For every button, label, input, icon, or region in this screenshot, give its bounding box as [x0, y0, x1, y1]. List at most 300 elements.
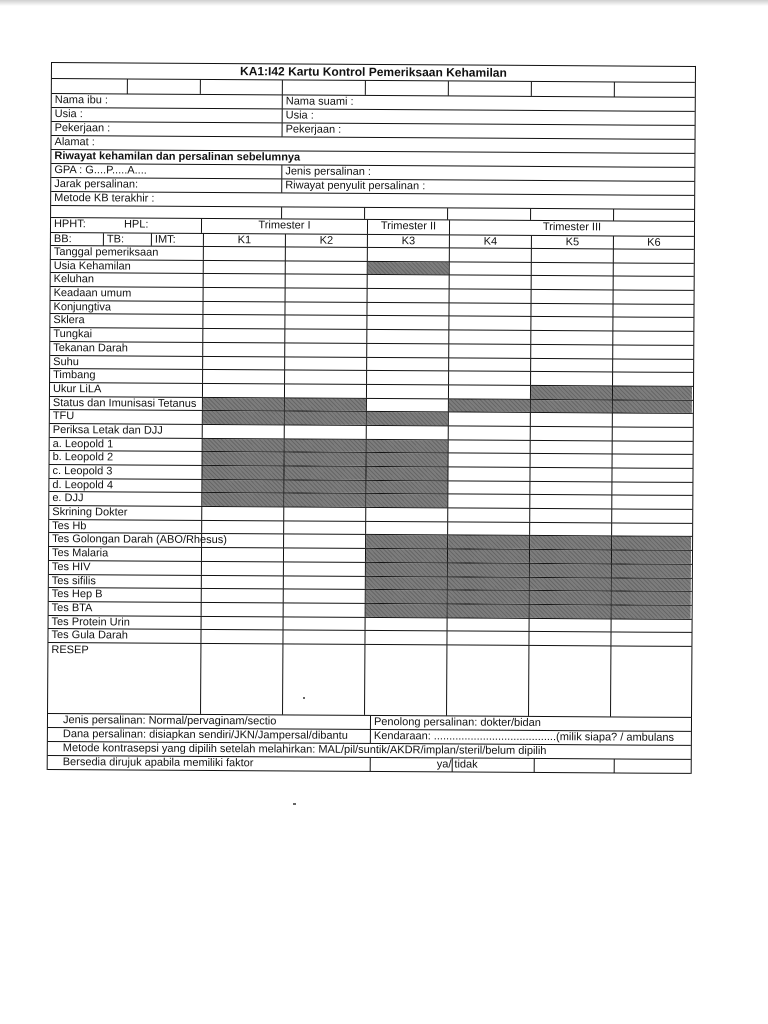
visit-cell-k6[interactable] — [612, 345, 692, 358]
visit-cell-k3[interactable] — [367, 275, 449, 288]
visit-cell-k4[interactable] — [448, 385, 530, 398]
visit-cell-k3[interactable] — [365, 508, 447, 521]
visit-cell-k6[interactable] — [611, 619, 691, 632]
visit-cell-k1 — [201, 493, 283, 506]
visit-cell-k2[interactable] — [284, 302, 366, 315]
visit-cell-k1[interactable] — [203, 274, 285, 287]
visit-cell-k6[interactable] — [612, 455, 692, 468]
visit-cell-k1[interactable] — [201, 616, 283, 629]
visit-cell-k4[interactable] — [447, 467, 529, 480]
form-title: KA1:I42 Kartu Kontrol Pemeriksaan Kehamilan — [240, 64, 507, 80]
visit-cell-k5 — [529, 591, 611, 604]
visit-cell-k3[interactable] — [366, 316, 448, 329]
shaded-cell — [203, 397, 284, 410]
visit-cell-k2 — [284, 453, 366, 466]
visit-cell-k5[interactable] — [529, 523, 611, 536]
shaded-cell — [367, 412, 448, 425]
exam-row-label: Tekanan Darah — [53, 341, 128, 355]
shaded-cell — [284, 466, 365, 479]
visit-cell-k4[interactable] — [448, 440, 530, 453]
exam-row-label: Tes Golongan Darah (ABO/Rhesus) — [52, 533, 227, 547]
shaded-cell — [202, 466, 283, 479]
exam-row-label: Sklera — [53, 314, 85, 327]
resep-column-divider — [528, 646, 529, 716]
exam-row-label: Tes Hep B — [51, 588, 103, 601]
visit-cell-k5[interactable] — [529, 495, 611, 508]
shaded-cell — [284, 494, 365, 507]
visit-cell-k3[interactable] — [366, 344, 448, 357]
visit-cell-k2[interactable] — [284, 330, 366, 343]
visit-cell-k6[interactable] — [612, 359, 692, 372]
shaded-cell — [366, 576, 447, 589]
metode-kontrasepsi[interactable]: Metode kontrasepsi yang dipilih setelah melahirkan: MAL/pil/suntik/AKDR/implan/steril/belum dipilih — [62, 742, 547, 757]
resep-row — [48, 643, 691, 718]
visit-cell-k2[interactable] — [285, 247, 367, 260]
exam-row-label: Timbang — [53, 369, 96, 382]
bb-field[interactable]: BB: — [53, 233, 72, 246]
visit-cell-k4[interactable] — [446, 632, 528, 645]
exam-row-label: d. Leopold 4 — [52, 478, 114, 492]
visit-cell-k1[interactable] — [202, 425, 284, 438]
history-block — [50, 150, 695, 222]
visit-cell-k3[interactable] — [364, 631, 446, 644]
visit-cell-k2[interactable] — [283, 576, 365, 589]
visit-cell-k5[interactable] — [531, 290, 613, 303]
visit-cell-k2[interactable] — [283, 521, 365, 534]
visit-cell-k3 — [365, 604, 447, 617]
visit-cell-k5[interactable] — [530, 345, 612, 358]
visit-cell-k5[interactable] — [530, 372, 612, 385]
visit-cell-k2[interactable] — [283, 549, 365, 562]
shaded-cell — [530, 536, 611, 549]
visit-cell-k2[interactable] — [285, 288, 367, 301]
visit-cell-k5[interactable] — [529, 618, 611, 631]
visit-cell-k1[interactable] — [202, 302, 284, 315]
visit-cell-k5 — [529, 550, 611, 563]
visit-cell-k6 — [612, 386, 692, 399]
visit-cell-k5[interactable] — [530, 413, 612, 426]
visit-header-block — [50, 218, 695, 250]
exam-row-label: Keluhan — [53, 273, 95, 286]
exam-row-label: TFU — [52, 410, 75, 423]
penolong-persalinan[interactable]: Penolong persalinan: dokter/bidan — [370, 716, 691, 731]
control-card-form — [47, 62, 696, 774]
visit-cell-k6[interactable] — [611, 523, 691, 536]
shaded-cell — [366, 549, 447, 562]
visit-cell-k1[interactable] — [200, 630, 282, 643]
visit-cell-k4[interactable] — [447, 522, 529, 535]
visit-cell-k2[interactable] — [285, 261, 367, 274]
visit-cell-k4 — [448, 399, 530, 412]
visit-cell-k1[interactable] — [201, 507, 283, 520]
exam-row-label: Tanggal pemeriksaan — [53, 246, 159, 259]
visit-cell-k2[interactable] — [283, 535, 365, 548]
shaded-cell — [530, 605, 611, 618]
visit-cell-k4[interactable] — [447, 481, 529, 494]
shaded-cell — [530, 591, 611, 604]
visit-cell-k6[interactable] — [611, 509, 691, 522]
shaded-cell — [285, 453, 366, 466]
visit-cell-k5[interactable] — [528, 632, 610, 645]
visit-cell-k4 — [447, 604, 529, 617]
visit-cell-k5 — [529, 577, 611, 590]
shaded-cell — [368, 262, 449, 275]
exam-row-label: Konjungtiva — [53, 300, 112, 314]
visit-cell-k2[interactable] — [284, 425, 366, 438]
exam-row-label: a. Leopold 1 — [52, 437, 114, 451]
metode-kb-field[interactable]: Metode KB terakhir : — [54, 192, 155, 205]
footer-block — [47, 714, 692, 774]
pekerjaan-suami-field[interactable]: Pekerjaan : — [282, 123, 695, 139]
visit-cell-k5[interactable] — [530, 454, 612, 467]
visit-k1-label: K1 — [203, 234, 285, 247]
visit-cell-k6 — [611, 592, 691, 605]
visit-cell-k4[interactable] — [448, 331, 530, 344]
shaded-cell — [285, 439, 366, 452]
shaded-cell — [367, 440, 448, 453]
visit-cell-k6[interactable] — [612, 318, 692, 331]
visit-cell-k3[interactable] — [366, 398, 448, 411]
visit-cell-k3 — [365, 494, 447, 507]
visit-cell-k6[interactable] — [610, 633, 690, 646]
shaded-cell — [366, 604, 447, 617]
visit-k4-label: K4 — [449, 235, 531, 248]
jenis-persalinan-plan[interactable]: Jenis persalinan: Normal/pervaginam/sectio — [62, 714, 277, 728]
visit-cell-k3[interactable] — [366, 385, 448, 398]
visit-cell-k3 — [365, 590, 447, 603]
nama-ibu-field[interactable]: Nama ibu : — [54, 94, 109, 107]
shaded-cell — [448, 577, 529, 590]
visit-cell-k1[interactable] — [201, 534, 283, 547]
hpl-field[interactable]: HPL: — [123, 218, 149, 231]
visit-cell-k2 — [284, 412, 366, 425]
shaded-cell — [285, 412, 366, 425]
exam-row-label: Tes Protein Urin — [51, 615, 130, 629]
visit-cell-k2 — [283, 494, 365, 507]
visit-cell-k6 — [612, 400, 692, 413]
shaded-cell — [612, 551, 691, 564]
shaded-cell — [531, 400, 612, 413]
shaded-cell — [366, 590, 447, 603]
visit-cell-k2[interactable] — [283, 603, 365, 616]
visit-cell-k2[interactable] — [284, 357, 366, 370]
shaded-cell — [448, 563, 529, 576]
visit-cell-k5[interactable] — [531, 249, 613, 262]
usia-suami-field[interactable]: Usia : — [282, 109, 695, 125]
shaded-cell — [285, 398, 366, 411]
shaded-cell — [448, 550, 529, 563]
visit-cell-k1 — [201, 480, 283, 493]
visit-cell-k2[interactable] — [284, 371, 366, 384]
exam-row-label: c. Leopold 3 — [52, 465, 113, 478]
visit-cell-k4[interactable] — [447, 618, 529, 631]
scan-edge — [0, 0, 768, 6]
kendaraan-field[interactable]: Kendaraan: ........................................(milik siapa? / ambulans — [370, 730, 691, 745]
visit-cell-k6[interactable] — [612, 441, 692, 454]
visit-cell-k2[interactable] — [284, 384, 366, 397]
visit-cell-k6[interactable] — [613, 290, 693, 303]
visit-cell-k5[interactable] — [529, 509, 611, 522]
usia-ibu-field[interactable]: Usia : — [54, 108, 83, 121]
visit-cell-k4[interactable] — [449, 289, 531, 302]
visit-cell-k3 — [365, 481, 447, 494]
shaded-cell — [612, 605, 691, 618]
shaded-cell — [531, 386, 612, 399]
visit-cell-k6[interactable] — [612, 304, 692, 317]
visit-cell-k2[interactable] — [283, 562, 365, 575]
visit-cell-k6[interactable] — [613, 249, 693, 262]
visit-cell-k6 — [611, 551, 691, 564]
visit-cell-k1 — [202, 397, 284, 410]
visit-cell-k3 — [366, 453, 448, 466]
shaded-cell — [202, 493, 283, 506]
visit-cell-k3 — [365, 576, 447, 589]
shaded-cell — [203, 452, 284, 465]
visit-cell-k4[interactable] — [448, 303, 530, 316]
visit-cell-k5[interactable] — [530, 331, 612, 344]
visit-cell-k1[interactable] — [203, 261, 285, 274]
visit-cell-k3[interactable] — [366, 371, 448, 384]
alamat-field[interactable]: Alamat : — [54, 136, 95, 149]
resep-label: RESEP — [51, 643, 89, 657]
visit-cell-k2[interactable] — [284, 316, 366, 329]
visit-cell-k3 — [365, 549, 447, 562]
visit-cell-k5 — [530, 386, 612, 399]
visit-cell-k6[interactable] — [612, 427, 692, 440]
nama-suami-field[interactable]: Nama suami : — [282, 95, 695, 111]
visit-cell-k1[interactable] — [202, 384, 284, 397]
visit-cell-k1[interactable] — [201, 589, 283, 602]
visit-cell-k3[interactable] — [367, 248, 449, 261]
visit-cell-k3 — [367, 262, 449, 275]
visit-cell-k6 — [611, 578, 691, 591]
visit-cell-k5[interactable] — [530, 441, 612, 454]
ya-tidak-label: ya/ tidak — [436, 758, 478, 771]
shaded-cell — [366, 481, 447, 494]
scan-speck — [293, 803, 296, 805]
tb-field[interactable]: TB: — [103, 233, 151, 245]
blank-cell — [534, 759, 614, 772]
visit-cell-k3 — [365, 535, 447, 548]
exam-row-label: Tes sifilis — [51, 574, 96, 587]
visit-cell-k5 — [529, 536, 611, 549]
visit-cell-k4[interactable] — [448, 413, 530, 426]
blank-cell — [614, 759, 691, 772]
exam-row-label: Suhu — [53, 355, 79, 368]
visit-cell-k4[interactable] — [447, 495, 529, 508]
visit-cell-k2[interactable] — [283, 590, 365, 603]
visit-cell-k4[interactable] — [448, 317, 530, 330]
visit-cell-k5[interactable] — [529, 468, 611, 481]
shaded-cell — [367, 453, 448, 466]
visit-cell-k3[interactable] — [366, 330, 448, 343]
visit-cell-k3 — [366, 440, 448, 453]
visit-cell-k1[interactable] — [203, 288, 285, 301]
visit-cell-k3[interactable] — [365, 617, 447, 630]
shaded-cell — [449, 399, 530, 412]
pekerjaan-ibu-field[interactable]: Pekerjaan : — [54, 122, 111, 135]
shaded-cell — [612, 537, 691, 550]
shaded-cell — [366, 535, 447, 548]
visit-cell-k4[interactable] — [448, 426, 530, 439]
shaded-cell — [284, 480, 365, 493]
shaded-cell — [448, 604, 529, 617]
shaded-cell — [530, 550, 611, 563]
visit-cell-k1 — [202, 411, 284, 424]
visit-cell-k6[interactable] — [611, 496, 691, 509]
visit-cell-k3 — [365, 467, 447, 480]
shaded-cell — [613, 400, 692, 413]
shaded-cell — [203, 439, 284, 452]
identity-block — [50, 94, 695, 154]
shaded-cell — [448, 536, 529, 549]
visit-cell-k1[interactable] — [201, 575, 283, 588]
dana-persalinan[interactable]: Dana persalinan: disiapkan sendiri/JKN/Jampersal/dibantu — [62, 728, 348, 742]
visit-cell-k4[interactable] — [449, 248, 531, 261]
visit-cell-k2[interactable] — [283, 507, 365, 520]
exam-row-label: Usia Kehamilan — [53, 259, 131, 273]
visit-cell-k4[interactable] — [449, 262, 531, 275]
shaded-cell — [530, 577, 611, 590]
visit-cell-k5 — [529, 605, 611, 618]
visit-cell-k5[interactable] — [530, 317, 612, 330]
visit-cell-k6 — [611, 605, 691, 618]
visit-cell-k2 — [284, 439, 366, 452]
examination-table — [47, 246, 694, 647]
exam-row-label: Tungkai — [53, 328, 93, 341]
resep-column-divider — [364, 645, 365, 715]
visit-k2-label: K2 — [285, 234, 367, 247]
visit-k3-label: K3 — [367, 235, 449, 248]
visit-cell-k4 — [447, 577, 529, 590]
visit-cell-k4[interactable] — [448, 454, 530, 467]
visit-cell-k3 — [365, 563, 447, 576]
resep-column-divider — [610, 646, 611, 716]
visit-cell-k5[interactable] — [529, 482, 611, 495]
shaded-cell — [366, 494, 447, 507]
exam-row-label: Tes Gula Darah — [51, 629, 128, 642]
form-title-block — [51, 62, 696, 98]
exam-row-label: Ukur LiLA — [52, 382, 102, 396]
exam-row-label: Tes HIV — [51, 560, 91, 574]
visit-cell-k5[interactable] — [530, 304, 612, 317]
visit-cell-k6[interactable] — [611, 482, 691, 495]
visit-cell-k2 — [284, 398, 366, 411]
exam-row-label: Tes Hb — [52, 519, 87, 532]
resep-block — [47, 643, 692, 718]
exam-row-label: Tes Malaria — [51, 547, 109, 560]
visit-cell-k2 — [283, 466, 365, 479]
shaded-cell — [613, 386, 692, 399]
visit-cell-k4[interactable] — [448, 372, 530, 385]
visit-k5-label: K5 — [531, 236, 613, 249]
visit-cell-k1[interactable] — [201, 521, 283, 534]
visit-cell-k4[interactable] — [449, 276, 531, 289]
visit-cell-k6[interactable] — [613, 277, 693, 290]
visit-cell-k3[interactable] — [366, 303, 448, 316]
exam-row-label: b. Leopold 2 — [52, 451, 114, 464]
scan-speck — [303, 697, 305, 699]
visit-cell-k1[interactable] — [202, 356, 284, 369]
shaded-cell — [612, 564, 691, 577]
visit-cell-k2[interactable] — [283, 617, 365, 630]
gpa-field[interactable]: GPA : G....P.....A.... — [54, 164, 147, 177]
visit-cell-k1[interactable] — [201, 603, 283, 616]
visit-cell-k1[interactable] — [202, 329, 284, 342]
visit-cell-k5[interactable] — [531, 263, 613, 276]
exam-row-label: Keadaan umum — [53, 287, 132, 300]
visit-cell-k1[interactable] — [202, 370, 284, 383]
bersedia-dirujuk: Bersedia dirujuk apabila memiliki faktor — [62, 756, 254, 770]
visit-cell-k4[interactable] — [448, 344, 530, 357]
shaded-cell — [448, 591, 529, 604]
hpht-field[interactable]: HPHT: — [53, 218, 86, 231]
shaded-cell — [203, 411, 284, 424]
shaded-cell — [530, 564, 611, 577]
visit-cell-k6[interactable] — [612, 414, 692, 427]
exam-row-label: e. DJJ — [52, 492, 84, 505]
visit-cell-k6[interactable] — [612, 332, 692, 345]
visit-cell-k1 — [201, 466, 283, 479]
visit-cell-k3 — [366, 412, 448, 425]
footer-row — [48, 756, 691, 774]
visit-cell-k1 — [202, 439, 284, 452]
shaded-cell — [612, 592, 691, 605]
trimester-1-label: Trimester I — [201, 219, 367, 234]
visit-cell-k5 — [529, 564, 611, 577]
visit-cell-k1[interactable] — [202, 343, 284, 356]
visit-cell-k6[interactable] — [612, 373, 692, 386]
visit-cell-k3[interactable] — [366, 357, 448, 370]
exam-row-label: Periksa Letak dan DJJ — [52, 423, 163, 437]
visit-k6-label: K6 — [613, 236, 694, 248]
visit-cell-k1 — [202, 452, 284, 465]
visit-cell-k1[interactable] — [201, 562, 283, 575]
visit-cell-k6[interactable] — [613, 263, 693, 276]
visit-cell-k3[interactable] — [365, 522, 447, 535]
exam-row-label: Status dan Imunisasi Tetanus — [52, 396, 197, 410]
visit-cell-k3[interactable] — [366, 426, 448, 439]
visit-cell-k5[interactable] — [530, 358, 612, 371]
visit-cell-k1[interactable] — [203, 247, 285, 260]
exam-row-label: Tes BTA — [51, 601, 93, 615]
visit-cell-k5[interactable] — [531, 276, 613, 289]
history-heading: Riwayat kehamilan dan persalinan sebelumnya — [54, 150, 301, 164]
visit-cell-k2[interactable] — [284, 343, 366, 356]
trimester-3-label: Trimester III — [449, 220, 694, 235]
visit-cell-k4 — [447, 536, 529, 549]
jarak-persalinan-field[interactable]: Jarak persalinan: — [54, 178, 139, 191]
visit-cell-k2[interactable] — [285, 275, 367, 288]
visit-cell-k5[interactable] — [530, 427, 612, 440]
visit-cell-k2 — [283, 480, 365, 493]
ya-tidak-choice[interactable] — [436, 758, 534, 772]
jenis-persalinan-field[interactable]: Jenis persalinan : — [281, 165, 694, 181]
visit-cell-k2[interactable] — [282, 631, 364, 644]
exam-row-label: Skrining Dokter — [52, 506, 128, 519]
visit-cell-k1[interactable] — [201, 548, 283, 561]
visit-cell-k6[interactable] — [611, 468, 691, 481]
visit-cell-k6 — [611, 564, 691, 577]
imt-field[interactable]: IMT: — [151, 234, 203, 246]
visit-cell-k3[interactable] — [367, 289, 449, 302]
visit-cell-k1[interactable] — [202, 315, 284, 328]
visit-cell-k5 — [530, 399, 612, 412]
visit-cell-k4[interactable] — [448, 358, 530, 371]
visit-cell-k4[interactable] — [447, 508, 529, 521]
riwayat-penyulit-field[interactable]: Riwayat penyulit persalinan : — [281, 179, 694, 195]
visit-cell-k4 — [447, 591, 529, 604]
